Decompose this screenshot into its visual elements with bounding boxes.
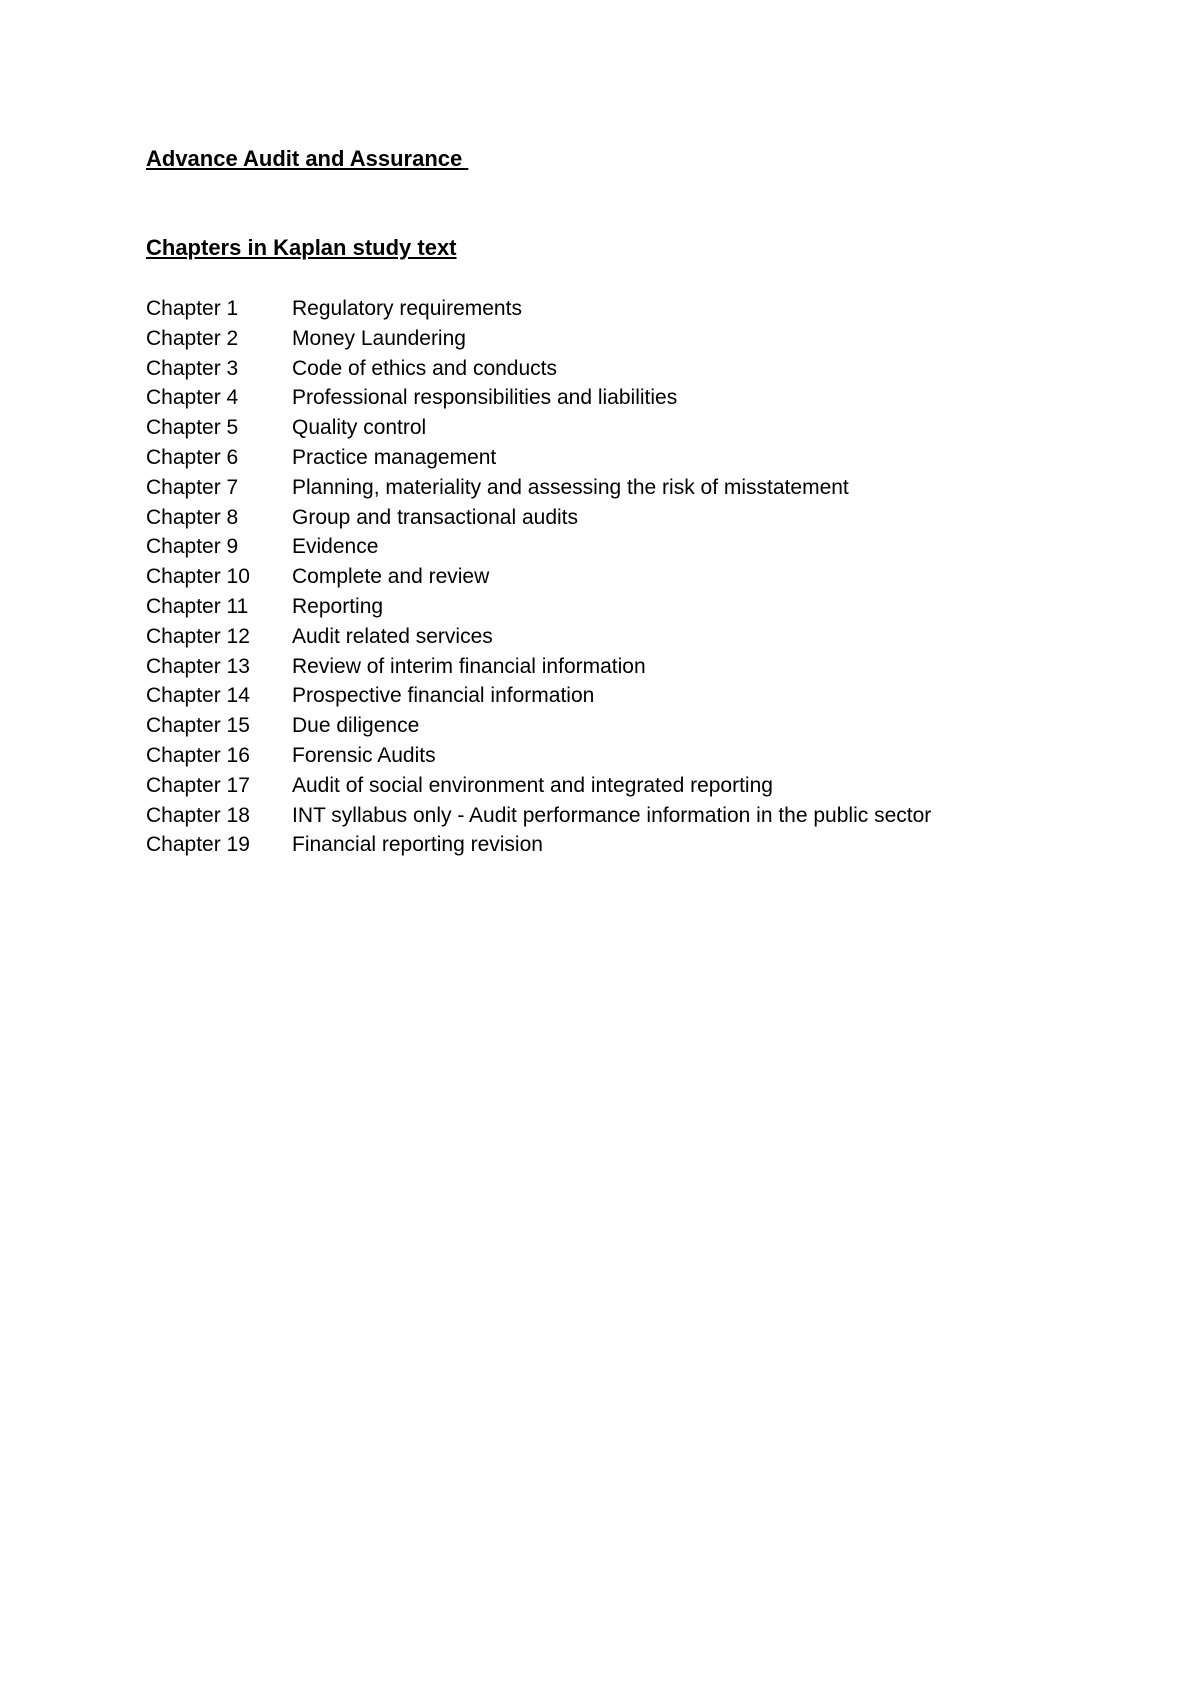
chapter-row: [146, 652, 931, 682]
chapter-title: Complete and review: [292, 565, 490, 589]
chapter-title: Audit of social environment and integrated reporting: [292, 773, 773, 797]
chapter-number: Chapter 5: [146, 416, 239, 440]
chapter-row: [146, 801, 931, 831]
chapter-row: [146, 294, 931, 324]
chapter-number: Chapter 8: [146, 505, 239, 529]
chapter-row: [146, 711, 931, 741]
chapter-row: [146, 443, 931, 473]
chapter-row: [146, 532, 931, 562]
chapter-number: Chapter 17: [146, 773, 250, 797]
chapter-row: [146, 622, 931, 652]
chapter-number: Chapter 11: [146, 594, 249, 618]
document-title: Advance Audit and Assurance: [146, 146, 469, 171]
chapter-title: Professional responsibilities and liabilities: [292, 386, 678, 410]
chapter-title: Forensic Audits: [292, 743, 436, 767]
chapter-number: Chapter 4: [146, 386, 239, 410]
chapter-title: Quality control: [292, 416, 427, 440]
chapter-number: Chapter 14: [146, 684, 250, 708]
chapter-number: Chapter 9: [146, 535, 239, 559]
chapter-title: Evidence: [292, 535, 379, 559]
chapter-row: [146, 771, 931, 801]
chapter-row: [146, 681, 931, 711]
chapter-title: Financial reporting revision: [292, 833, 543, 857]
chapter-row: [146, 830, 931, 860]
chapter-title: Audit related services: [292, 624, 493, 648]
chapter-row: [146, 383, 931, 413]
chapter-row: [146, 503, 931, 533]
chapter-title: Group and transactional audits: [292, 505, 579, 529]
chapter-number: Chapter 13: [146, 654, 250, 678]
chapter-title: Reporting: [292, 594, 384, 618]
chapter-title: Regulatory requirements: [292, 297, 522, 320]
chapter-number: Chapter 16: [146, 743, 250, 767]
chapter-number: Chapter 18: [146, 803, 250, 827]
chapter-number: Chapter 6: [146, 445, 239, 469]
chapter-row: [146, 741, 931, 771]
chapter-row: [146, 592, 931, 622]
chapter-number: Chapter 7: [146, 475, 239, 499]
chapter-number: Chapter 19: [146, 833, 250, 857]
chapter-title: INT syllabus only - Audit performance information in the public sector: [292, 803, 932, 827]
chapter-number: Chapter 12: [146, 624, 250, 648]
chapter-title: Prospective financial information: [292, 684, 595, 708]
chapter-title: Money Laundering: [292, 326, 466, 350]
chapter-number: Chapter 2: [146, 326, 239, 350]
chapter-title: Code of ethics and conducts: [292, 356, 558, 380]
chapter-number: Chapter 10: [146, 565, 250, 589]
chapter-row: [146, 354, 931, 384]
chapter-list: [146, 294, 931, 860]
chapter-title: Review of interim financial information: [292, 654, 646, 678]
chapter-row: [146, 413, 931, 443]
document-subtitle: Chapters in Kaplan study text: [146, 235, 457, 260]
chapter-number: Chapter 15: [146, 714, 250, 738]
chapter-title: Practice management: [292, 445, 497, 469]
chapter-title: Due diligence: [292, 714, 420, 738]
chapter-row: [146, 562, 931, 592]
chapter-number: Chapter 1: [146, 297, 239, 320]
chapter-number: Chapter 3: [146, 356, 239, 380]
chapter-title: Planning, materiality and assessing the risk of misstatement: [292, 475, 849, 499]
chapter-row: [146, 473, 931, 503]
chapter-row: [146, 324, 931, 354]
